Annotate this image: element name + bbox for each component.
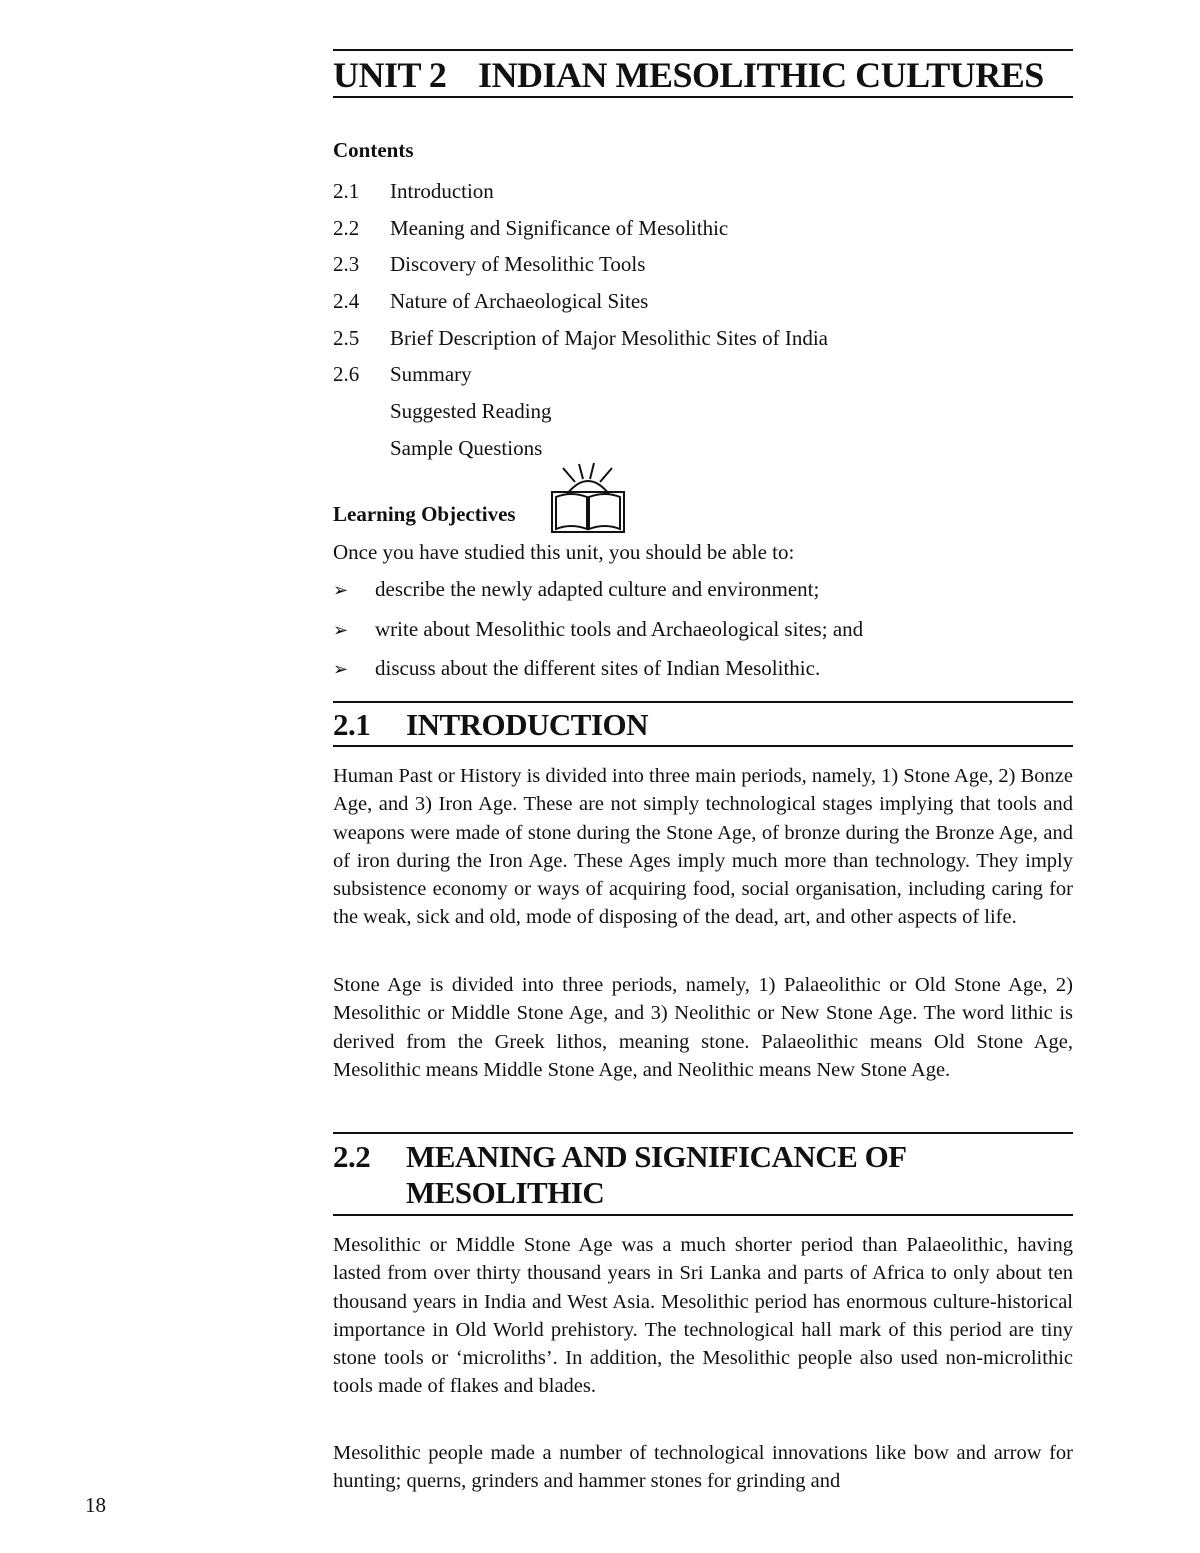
section-2-2-heading [333,1139,1073,1211]
section-rule [333,1132,1073,1134]
section-number: 2.2 [333,1139,371,1174]
section-underline [333,1214,1073,1216]
learning-objectives-heading: Learning Objectives [333,502,516,526]
contents-item-label: Brief Description of Major Mesolithic Sites of India [390,325,828,350]
arrow-bullet-icon: ➢ [333,580,349,601]
paragraph: Stone Age is divided into three periods, namely, 1) Palaeolithic or Old Stone Age, 2) Mesolithic or Middle Stone Age, and 3) Neolithic or New Stone Age. The word lithic is derived from the Greek lithos, meaning stone. Palaeolithic means Old Stone Age, Mesolithic means Middle Stone Age, and Neolithic means New Stone Age. [333,974,1073,1081]
objective-text: describe the newly adapted culture and environment; [375,577,820,601]
unit-title [333,55,1073,95]
objective-item [333,574,863,614]
contents-item [333,323,828,360]
contents-item [333,396,828,433]
contents-item-label: Suggested Reading [390,399,552,424]
section-rule [333,701,1073,703]
contents-item-label: Nature of Archaeological Sites [390,289,649,314]
unit-number: UNIT 2 [333,55,447,95]
arrow-bullet-icon: ➢ [333,659,349,680]
contents-item-number: 2.5 [333,325,360,350]
paragraph: Human Past or History is divided into three main periods, namely, 1) Stone Age, 2) Bonze Age, and 3) Iron Age. These are not simply technological stages implying that tools and weapons were made of stone during the Stone Age, of bronze during the Bronze Age, and of iron during the Iron Age. These Ages imply much more than technology. They imply subsistence economy or ways of acquiring food, social organisation, including caring for the weak, sick and old, mode of disposing of the dead, art, and other aspects of life. [333,765,1073,929]
section-underline [333,745,1073,747]
contents-list [333,176,828,470]
contents-item-label: Summary [390,362,472,387]
contents-item [333,213,828,250]
objectives-list [333,574,863,693]
learning-objectives-intro: Once you have studied this unit, you should be able to: [333,540,795,564]
contents-item-number: 2.6 [333,362,360,387]
objective-item [333,614,863,654]
contents-item-number: 2.2 [333,215,360,240]
top-rule [333,49,1073,51]
contents-item-label: Discovery of Mesolithic Tools [390,252,646,277]
contents-item [333,359,828,396]
unit-title-text: INDIAN MESOLITHIC CULTURES [478,55,1044,95]
contents-item-number: 2.1 [333,179,360,203]
section-title: INTRODUCTION [406,707,649,742]
arrow-bullet-icon: ➢ [333,619,349,641]
section-2-1-heading [333,707,1073,743]
title-underline [333,96,1073,98]
contents-heading: Contents [333,138,414,162]
section-number: 2.1 [333,707,371,742]
contents-item [333,286,828,323]
page-number: 18 [85,1493,106,1517]
contents-item-label: Meaning and Significance of Mesolithic [390,215,729,240]
objective-item [333,653,863,693]
contents-item-label: Sample Questions [390,435,543,460]
objective-text: write about Mesolithic tools and Archaeological sites; and [375,616,864,641]
contents-item [333,176,828,213]
paragraph: Mesolithic or Middle Stone Age was a much shorter period than Palaeolithic, having lasted from over thirty thousand years in Sri Lanka and parts of Africa to only about ten thousand years in India and West Asia. Mesolithic period has enormous culture-historical importance in Old World prehistory. The technological hall mark of this period are tiny stone tools or ‘microliths’. In addition, the Mesolithic people also used non-microlithic tools made of flakes and blades. [333,1234,1073,1398]
contents-item [333,249,828,286]
section-title: MEANING AND SIGNIFICANCE OF MESOLITHIC [406,1139,906,1210]
open-book-icon [549,462,627,536]
contents-item-number: 2.4 [333,289,360,314]
objective-text: discuss about the different sites of Indian Mesolithic. [375,656,821,680]
contents-item-label: Introduction [390,179,494,203]
contents-item-number: 2.3 [333,252,360,277]
paragraph: Mesolithic people made a number of technological innovations like bow and arrow for hunting; querns, grinders and hammer stones for grinding and [333,1442,1073,1493]
